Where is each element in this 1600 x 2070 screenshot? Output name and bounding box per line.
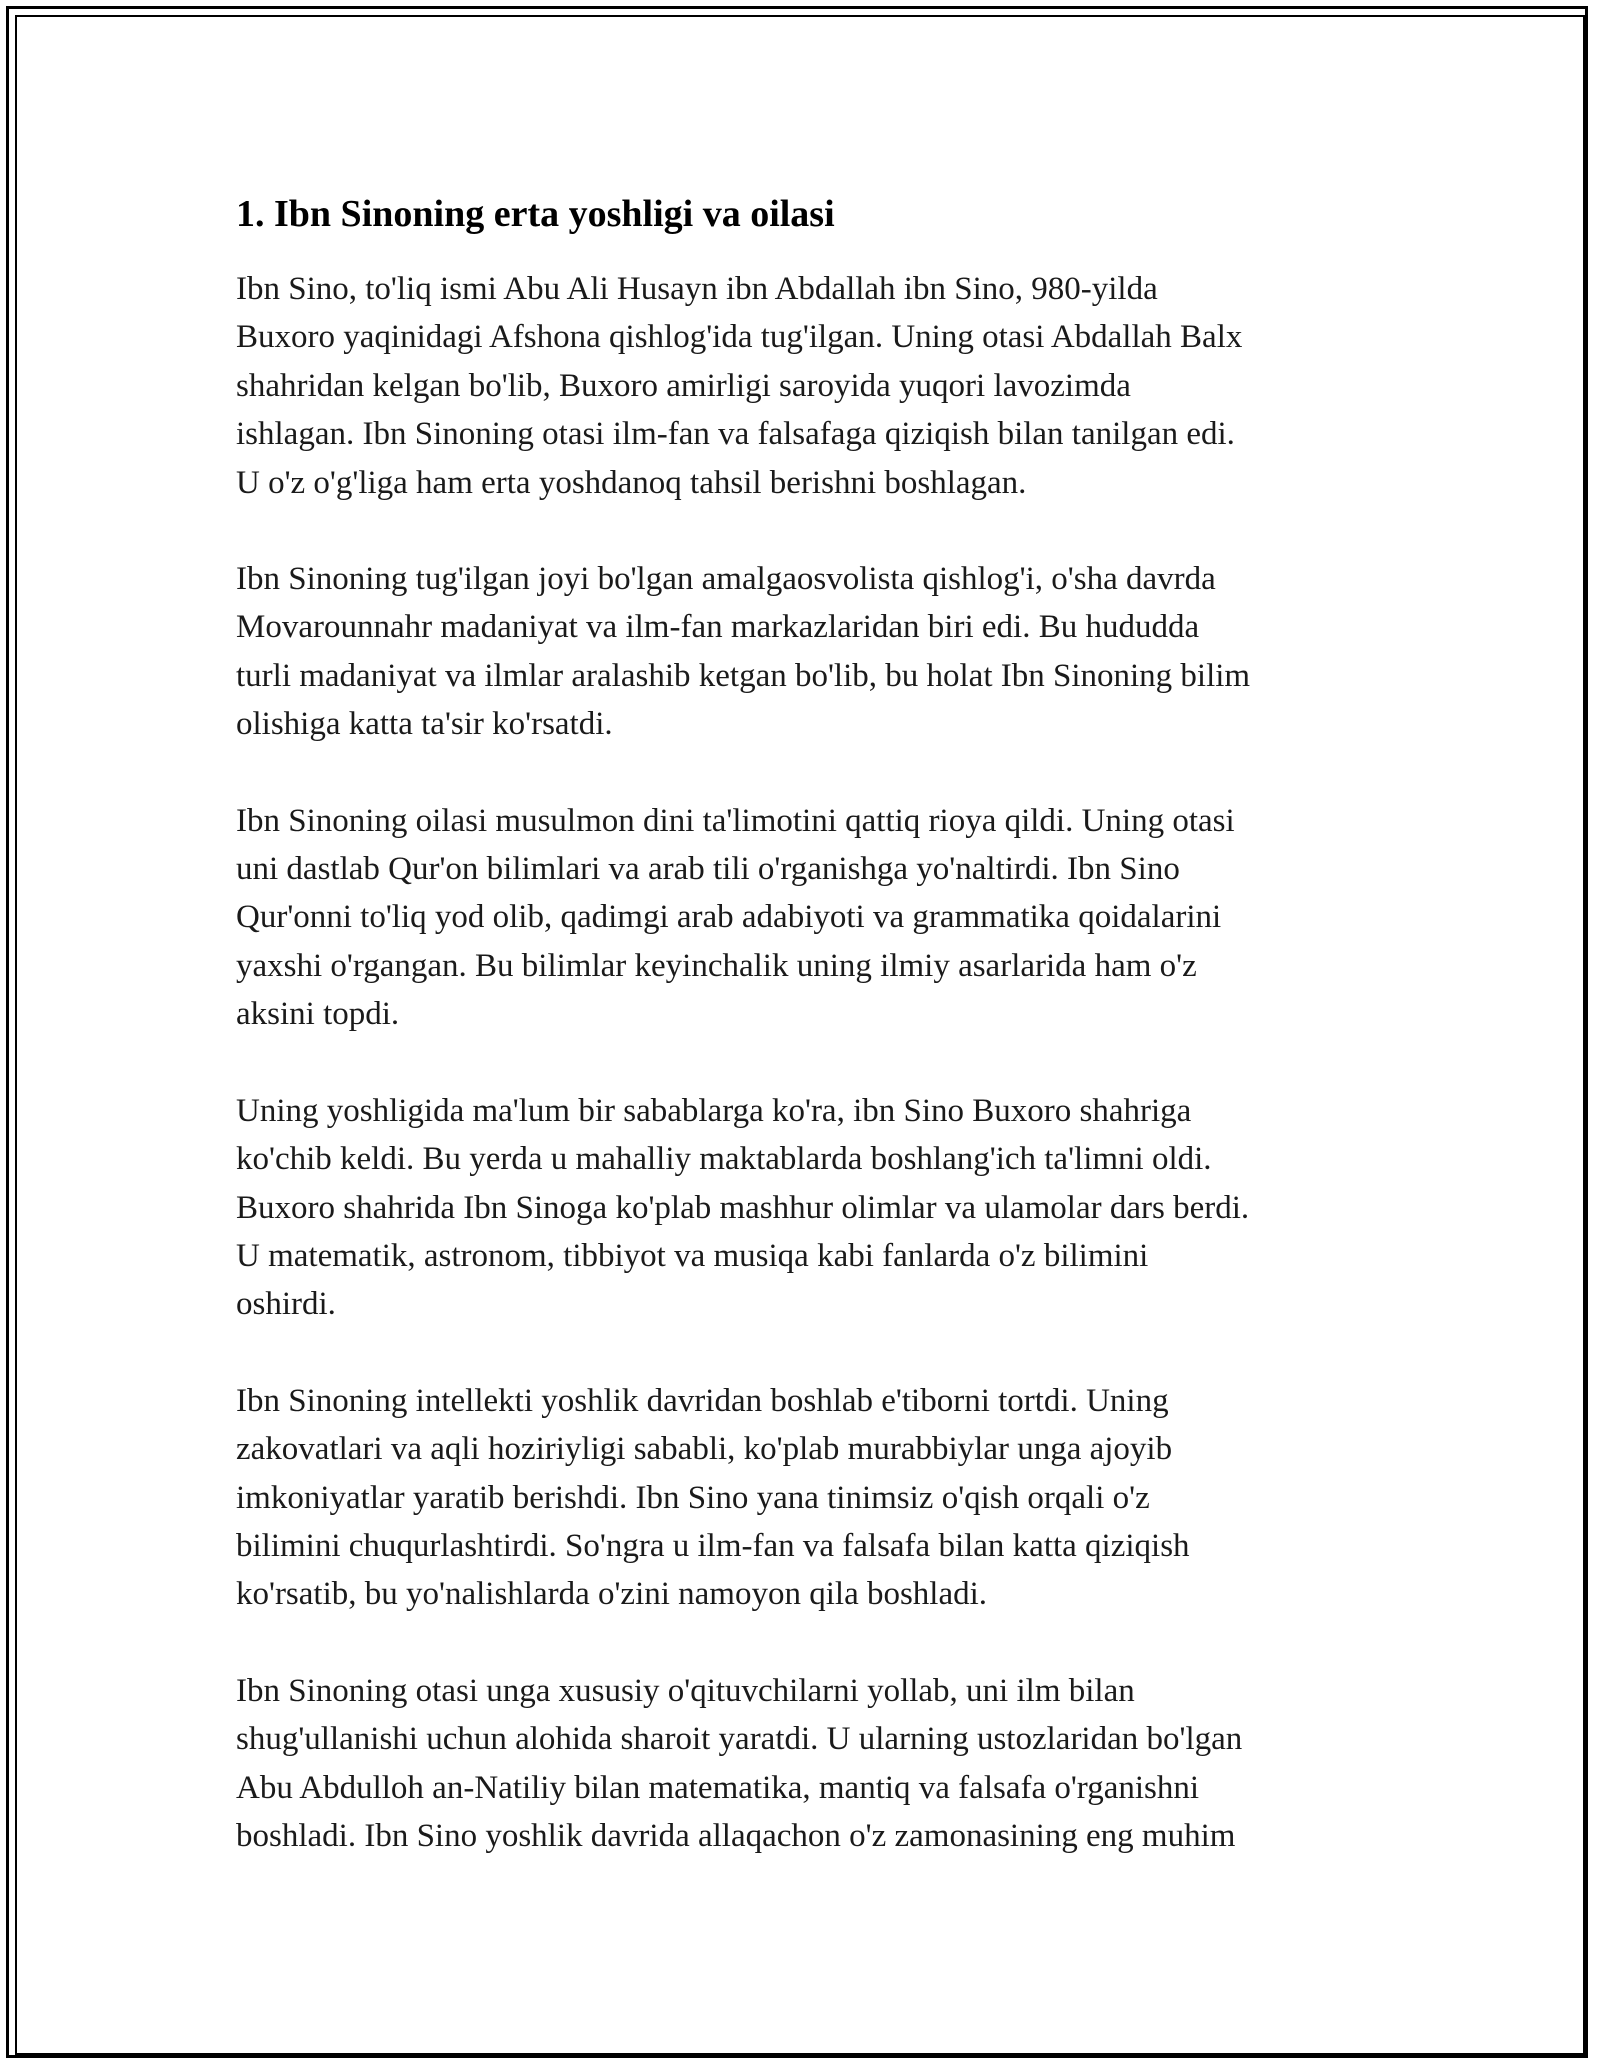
paragraph-line: imkoniyatlar yaratib berishdi. Ibn Sino yana tinimsiz o'qish orqali o'z xyxy=(236,1479,1150,1516)
paragraph-line: aksini topdi. xyxy=(236,996,400,1033)
paragraph-line: yaxshi o'rgangan. Bu bilimlar keyinchalik uning ilmiy asarlarida ham o'z xyxy=(236,947,1197,984)
paragraph-line: Ibn Sinoning intellekti yoshlik davridan boshlab e'tiborni tortdi. Uning xyxy=(236,1382,1169,1419)
paragraph-1 xyxy=(236,265,1376,507)
paragraph-line: U matematik, astronom, tibbiyot va musiqa kabi fanlarda o'z bilimini xyxy=(236,1237,1149,1274)
paragraph-4 xyxy=(236,1087,1376,1329)
paragraph-line: ko'chib keldi. Bu yerda u mahalliy maktablarda boshlang'ich ta'limni oldi. xyxy=(236,1141,1212,1178)
paragraph-line: olishiga katta ta'sir ko'rsatdi. xyxy=(236,706,613,743)
paragraph-line: Ibn Sinoning oilasi musulmon dini ta'limotini qattiq rioya qildi. Uning otasi xyxy=(236,802,1235,839)
paragraph-line: Qur'onni to'liq yod olib, qadimgi arab adabiyoti va grammatika qoidalarini xyxy=(236,899,1222,936)
paragraph-6 xyxy=(236,1667,1376,1861)
paragraph-line: Ibn Sinoning otasi unga xususiy o'qituvchilarni yollab, uni ilm bilan xyxy=(236,1672,1135,1709)
paragraph-line: ko'rsatib, bu yo'nalishlarda o'zini namoyon qila boshladi. xyxy=(236,1576,988,1613)
paragraph-line: ishlagan. Ibn Sinoning otasi ilm-fan va falsafaga qiziqish bilan tanilgan edi. xyxy=(236,416,1235,453)
paragraph-line: Abu Abdulloh an-Natiliy bilan matematika, mantiq va falsafa o'rganishni xyxy=(236,1769,1200,1806)
paragraph-line: zakovatlari va aqli hoziriyligi sababli, ko'plab murabbiylar unga ajoyib xyxy=(236,1431,1173,1468)
paragraph-line: turli madaniyat va ilmlar aralashib ketgan bo'lib, bu holat Ibn Sinoning bilim xyxy=(236,657,1251,694)
paragraph-3 xyxy=(236,797,1376,1039)
section-heading: 1. Ibn Sinoning erta yoshligi va oilasi xyxy=(236,193,835,235)
paragraph-line: U o'z o'g'liga ham erta yoshdanoq tahsil berishni boshlagan. xyxy=(236,464,1027,501)
paragraph-line: shug'ullanishi uchun alohida sharoit yaratdi. U ularning ustozlaridan bo'lgan xyxy=(236,1721,1243,1758)
paragraph-line: Ibn Sino, to'liq ismi Abu Ali Husayn ibn Abdallah ibn Sino, 980-yilda xyxy=(236,271,1158,307)
paragraph-2 xyxy=(236,555,1376,749)
paragraph-line: bilimini chuqurlashtirdi. So'ngra u ilm-fan va falsafa bilan katta qiziqish xyxy=(236,1527,1190,1564)
paragraph-line: Buxoro yaqinidagi Afshona qishlog'ida tug'ilgan. Uning otasi Abdallah Balx xyxy=(236,319,1243,356)
paragraph-line: uni dastlab Qur'on bilimlari va arab tili o'rganishga yo'naltirdi. Ibn Sino xyxy=(236,851,1180,888)
document-body xyxy=(236,190,1376,1908)
paragraph-line: Ibn Sinoning tug'ilgan joyi bo'lgan amalgaosvolista qishlog'i, o'sha davrda xyxy=(236,561,1216,598)
paragraph-line: boshladi. Ibn Sino yoshlik davrida allaqachon o'z zamonasining eng muhim xyxy=(236,1817,1236,1854)
paragraph-line: Buxoro shahrida Ibn Sinoga ko'plab mashhur olimlar va ulamolar dars berdi. xyxy=(236,1189,1250,1226)
paragraph-line: shahridan kelgan bo'lib, Buxoro amirligi saroyida yuqori lavozimda xyxy=(236,367,1131,404)
paragraph-line: Movarounnahr madaniyat va ilm-fan markazlaridan biri edi. Bu hududda xyxy=(236,609,1200,646)
paragraph-line: oshirdi. xyxy=(236,1286,336,1323)
paragraph-line: Uning yoshligida ma'lum bir sabablarga ko'ra, ibn Sino Buxoro shahriga xyxy=(236,1092,1192,1129)
paragraph-5 xyxy=(236,1377,1376,1619)
